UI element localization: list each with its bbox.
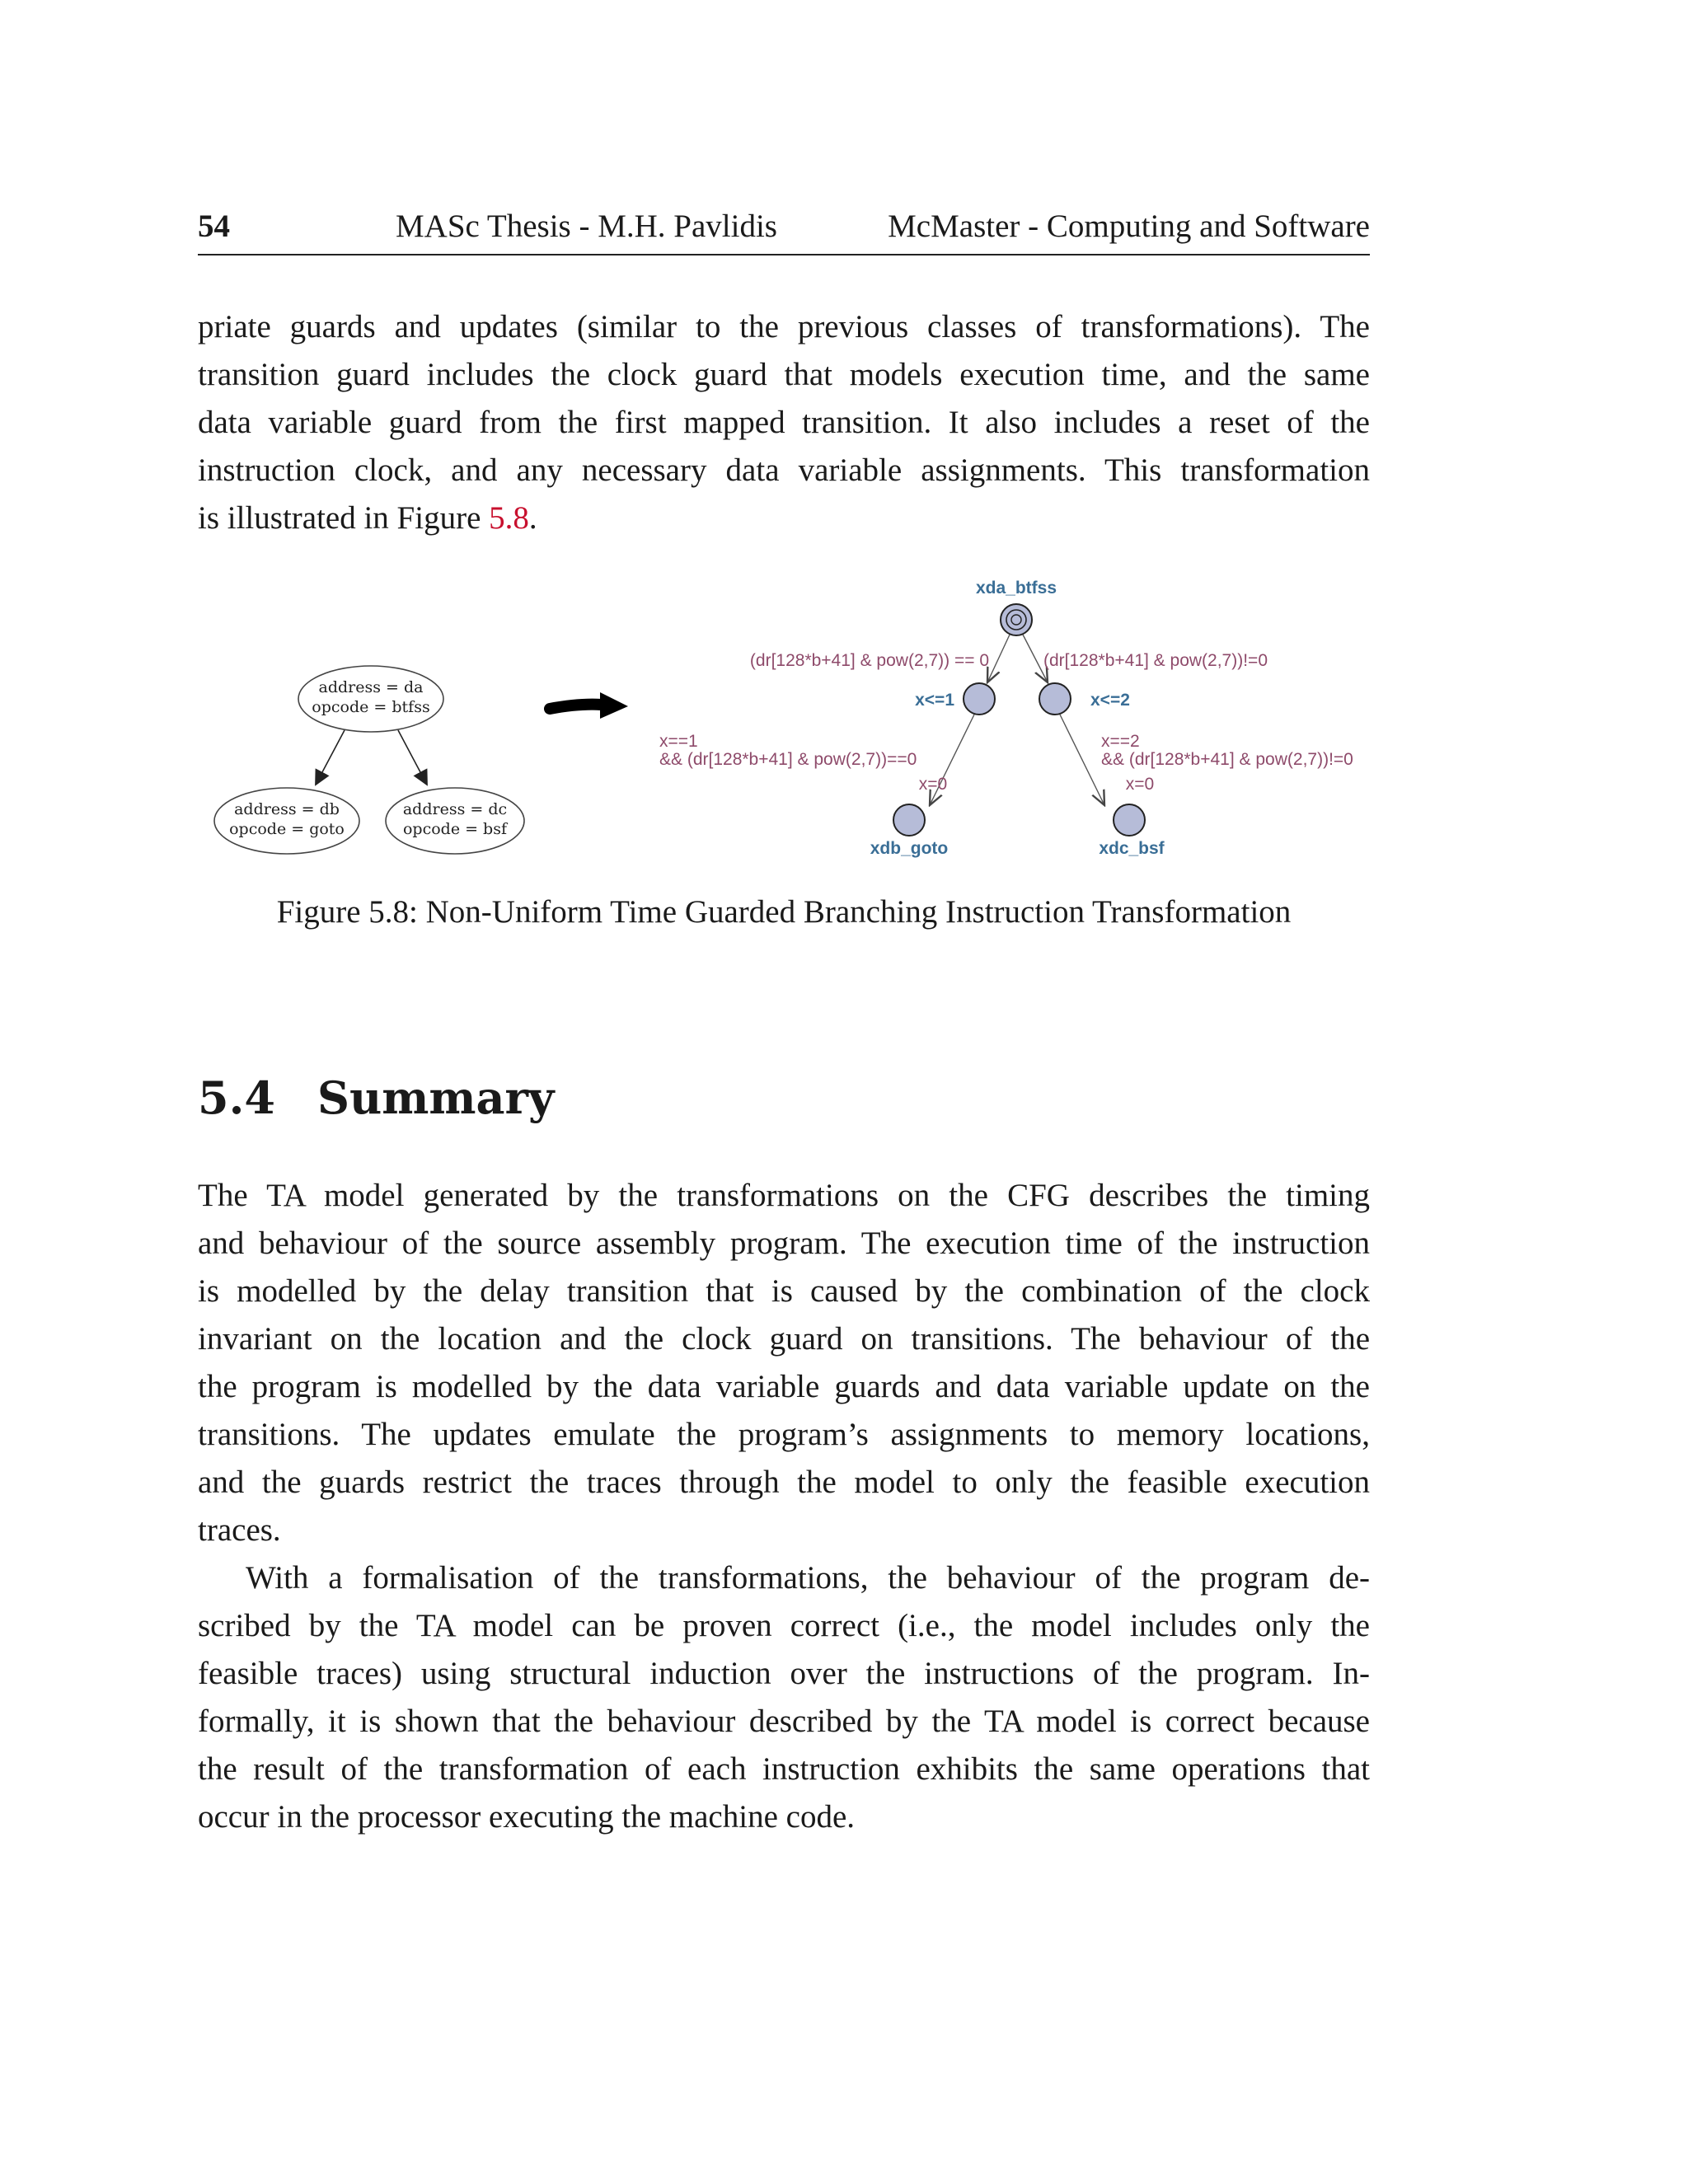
cfg-node-left-address: address = db bbox=[234, 800, 340, 818]
section-number: 5.4 bbox=[198, 1071, 275, 1124]
text-line: With a formalisation of the transformations, the behaviour of the program de- bbox=[246, 1560, 1370, 1596]
ta-left-transition-guard: x==1 bbox=[659, 732, 698, 751]
text-fragment: is illustrated in Figure bbox=[198, 500, 490, 536]
summary-paragraph-2 bbox=[198, 1554, 1370, 1841]
section-title: Summary bbox=[317, 1071, 555, 1124]
ta-location-bsf-label: xdc_bsf bbox=[1099, 839, 1165, 858]
text-line: transition guard includes the clock guard that models execution time, and the same bbox=[198, 357, 1370, 392]
text-line: formally, it is shown that the behaviour described by the TA model is correct because bbox=[198, 1704, 1370, 1739]
intro-paragraph bbox=[198, 303, 1370, 542]
figure-5-8 bbox=[198, 569, 1434, 882]
ta-right-transition-condition: && (dr[128*b+41] & pow(2,7))!=0 bbox=[1101, 750, 1353, 769]
text-line: traces. bbox=[198, 1512, 281, 1548]
text-line: instruction clock, and any necessary data variable assignments. This transformation bbox=[198, 452, 1370, 488]
cfg-node-top-address: address = da bbox=[318, 678, 424, 696]
cfg-edge-right bbox=[398, 730, 427, 785]
text-line: and behaviour of the source assembly program. The execution time of the instruction bbox=[198, 1226, 1370, 1261]
page-number: 54 bbox=[198, 209, 230, 244]
text-fragment: . bbox=[528, 500, 537, 536]
text-line: scribed by the TA model can be proven correct (i.e., the model includes only the bbox=[198, 1608, 1370, 1643]
text-line: The TA model generated by the transformations on the CFG describes the timing bbox=[198, 1178, 1370, 1213]
cfg-node-right-address: address = dc bbox=[402, 800, 508, 818]
header-thesis-title: MASc Thesis - M.H. Pavlidis bbox=[396, 209, 777, 244]
ta-location-goto-label: xdb_goto bbox=[870, 839, 949, 858]
text-line: invariant on the location and the clock guard on transitions. The behaviour of the bbox=[198, 1321, 1370, 1357]
ta-right-guard-label: (dr[128*b+41] & pow(2,7))!=0 bbox=[1043, 651, 1268, 670]
text-line: is modelled by the delay transition that is caused by the combination of the clock bbox=[198, 1273, 1370, 1309]
ta-location-goto bbox=[893, 804, 925, 836]
ta-edge-right-target bbox=[1060, 715, 1104, 805]
text-line: feasible traces) using structural induction over the instructions of the program. In- bbox=[198, 1656, 1370, 1691]
cfg-node-top-opcode: opcode = btfss bbox=[312, 698, 430, 716]
summary-paragraph-1 bbox=[198, 1172, 1370, 1554]
ta-initial-location bbox=[1001, 604, 1032, 635]
cfg-node-right-opcode: opcode = bsf bbox=[402, 820, 508, 838]
text-line: the program is modelled by the data variable guards and data variable update on the bbox=[198, 1369, 1370, 1404]
ta-location-left bbox=[964, 683, 995, 715]
text-line: the result of the transformation of each instruction exhibits the same operations that bbox=[198, 1751, 1370, 1787]
ta-location-right bbox=[1039, 683, 1071, 715]
text-line: and the guards restrict the traces through the model to only the feasible execution bbox=[198, 1465, 1370, 1500]
transformation-arrow bbox=[550, 692, 628, 719]
ta-right-transition-reset: x=0 bbox=[1125, 775, 1155, 794]
ta-left-transition-reset: x=0 bbox=[918, 775, 948, 794]
cfg-node-left-opcode: opcode = goto bbox=[229, 820, 345, 838]
ta-right-invariant: x<=2 bbox=[1090, 691, 1130, 710]
ta-initial-location-label: xda_btfss bbox=[975, 579, 1057, 598]
text-line: occur in the processor executing the machine code. bbox=[198, 1799, 856, 1835]
section-heading bbox=[198, 1071, 554, 1124]
figure-reference-link[interactable]: 5.8 bbox=[489, 500, 529, 536]
figure-caption: Figure 5.8: Non-Uniform Time Guarded Branching Instruction Transformation bbox=[276, 894, 1292, 930]
text-line bbox=[198, 494, 1370, 542]
text-line: transitions. The updates emulate the program’s assignments to memory locations, bbox=[198, 1417, 1370, 1452]
ta-left-transition-condition: && (dr[128*b+41] & pow(2,7))==0 bbox=[659, 750, 917, 769]
text-line: priate guards and updates (similar to the previous classes of transformations). The bbox=[198, 309, 1370, 344]
ta-left-guard-label: (dr[128*b+41] & pow(2,7)) == 0 bbox=[749, 651, 989, 670]
text-line: data variable guard from the first mapped transition. It also includes a reset of the bbox=[198, 405, 1370, 440]
ta-location-bsf bbox=[1114, 804, 1145, 836]
ta-right-transition-guard: x==2 bbox=[1101, 732, 1140, 751]
running-header bbox=[198, 206, 1370, 255]
ta-left-invariant: x<=1 bbox=[915, 691, 954, 710]
cfg-edge-left bbox=[316, 730, 345, 785]
header-department: McMaster - Computing and Software bbox=[888, 209, 1370, 244]
ta-edge-left-guard bbox=[987, 635, 1010, 682]
